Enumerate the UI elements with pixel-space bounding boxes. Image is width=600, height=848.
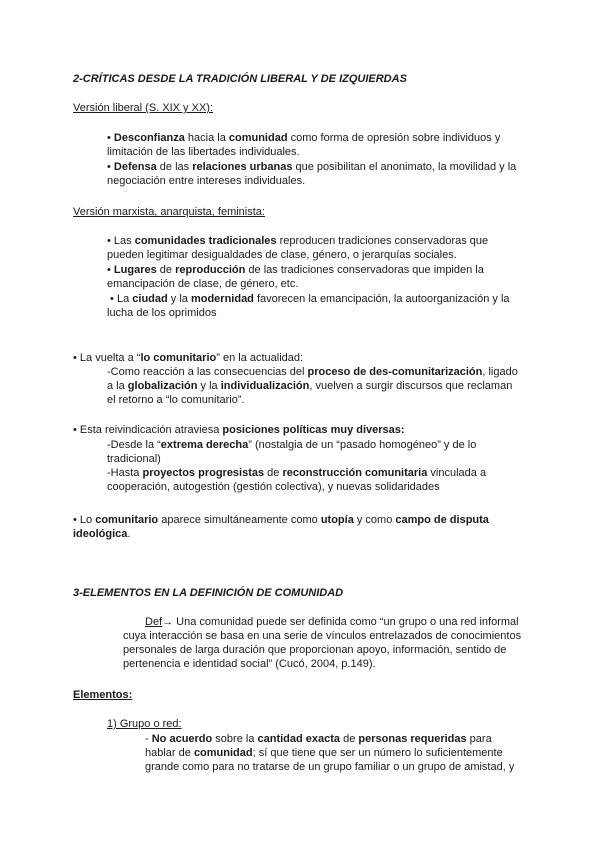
text: y la: [167, 293, 191, 305]
text-line: [145, 746, 514, 760]
text: ” (nostalgia de un “pasado homogéneo” y de lo: [248, 439, 477, 451]
bold-text: reproducción: [175, 264, 246, 276]
text: y como: [353, 514, 396, 526]
text: para: [466, 733, 492, 745]
bold-text: reconstrucción comunitaria: [282, 467, 428, 479]
disputa-bullet: [73, 513, 489, 541]
text-line: [107, 277, 484, 291]
text: pueden legitimar desigualdades de clase, género, o jerarquías sociales.: [107, 249, 457, 261]
text-line: [107, 306, 510, 320]
text: de las: [156, 161, 193, 173]
text: reproducen tradiciones conservadoras que: [276, 235, 489, 247]
text: favorecen la emancipación, la autoorganización y la: [253, 293, 510, 305]
text-line: cuya interacción se basa en una serie de vínculos entrelazados de conocimientos: [123, 630, 522, 642]
text-line: [107, 379, 518, 393]
bold-text: ciudad: [132, 293, 168, 305]
text: aparece simultáneamente como: [158, 514, 321, 526]
vuelta-sub: [107, 365, 518, 407]
text-line: personales de larga duración que proporcionan apoyo, información, sentido de: [123, 644, 507, 656]
bold-text: ideológica: [73, 528, 128, 540]
marxista-bullet-1: [107, 234, 488, 262]
bold-text: lo comunitario: [140, 352, 217, 364]
text: → Una comunidad puede ser definida como “un grupo o una red informal: [162, 616, 519, 628]
definition-label: Def: [145, 616, 163, 628]
bold-text: comunidad: [193, 747, 253, 759]
text-line: [107, 393, 518, 407]
reivindicacion-sub: [107, 438, 486, 494]
bold-text: extrema derecha: [160, 439, 249, 451]
bold-text: proceso de des-comunitarización: [307, 366, 483, 378]
text-line: [107, 160, 516, 174]
bold-text: Defensa: [113, 161, 157, 173]
marxista-heading: Versión marxista, anarquista, feminista:: [73, 206, 265, 218]
text-line: [107, 615, 521, 629]
marxista-bullet-3: [107, 292, 510, 320]
text: •: [107, 161, 114, 173]
bold-text: posiciones políticas muy diversas: [222, 424, 401, 436]
text: .: [127, 528, 131, 540]
text: negociación entre intereses individuales.: [107, 175, 306, 187]
reivindicacion-bullet: [73, 423, 405, 437]
text: de: [156, 264, 176, 276]
text-line: [107, 174, 516, 188]
text-line: [107, 480, 486, 494]
text: hablar de: [145, 747, 194, 759]
text: -: [145, 733, 152, 745]
text: emancipación de clase, de género, etc.: [107, 278, 299, 290]
text: cooperación, autogestión (gestión colectiva), y nuevas solidaridades: [107, 481, 440, 493]
text: limitación de las libertades individuales.: [107, 146, 300, 158]
text: -Desde la “: [107, 439, 161, 451]
text: lucha de los oprimidos: [107, 307, 217, 319]
text-line: [73, 513, 489, 527]
text-line: [107, 292, 510, 306]
text-line: [107, 438, 486, 452]
grupo-body: [145, 732, 514, 774]
text: -Como reacción a las consecuencias del: [107, 366, 308, 378]
definition-block: [107, 615, 521, 671]
text-line: [107, 131, 500, 145]
text: • La: [107, 293, 133, 305]
bold-text: personas requeridas: [358, 733, 467, 745]
text: grande como para no tratarse de un grupo familiar o un grupo de amistad, y: [145, 761, 515, 773]
text-line: [107, 263, 484, 277]
text: • La vuelta a “: [73, 352, 141, 364]
text: de: [264, 467, 283, 479]
liberal-bullet-1: [107, 131, 500, 159]
vuelta-bullet: [73, 351, 303, 365]
bold-text: globalización: [127, 380, 198, 392]
text: que posibilitan el anonimato, la movilidad y la: [292, 161, 517, 173]
text: hacia la: [184, 132, 229, 144]
elementos-heading: Elementos:: [73, 689, 133, 701]
text: • Las: [107, 235, 135, 247]
bold-text: Desconfianza: [113, 132, 185, 144]
text-line: [73, 351, 303, 365]
bold-text: Lugares: [113, 264, 157, 276]
text: el retorno a “lo comunitario”.: [107, 394, 245, 406]
text-line: [145, 760, 514, 774]
grupo-heading: 1) Grupo o red:: [107, 718, 182, 730]
text: • Lo: [73, 514, 96, 526]
bold-text: comunidades tradicionales: [134, 235, 277, 247]
bold-text: comunitario: [95, 514, 159, 526]
text: , vuelven a surgir discursos que reclaman: [309, 380, 513, 392]
section-3-title: 3-ELEMENTOS EN LA DEFINICIÓN DE COMUNIDAD: [73, 587, 344, 599]
text: ” en la actualidad:: [216, 352, 304, 364]
text: ; sí que tiene que ser un número lo suficientemente: [252, 747, 503, 759]
bold-text: individualización: [220, 380, 310, 392]
text: a la: [107, 380, 128, 392]
liberal-heading: Versión liberal (S. XIX y XX):: [73, 102, 213, 114]
text: • Esta reivindicación atraviesa: [73, 424, 223, 436]
text: y la: [197, 380, 221, 392]
bold-text: relaciones urbanas: [192, 161, 293, 173]
text: , ligado: [482, 366, 518, 378]
text-line: [107, 248, 488, 262]
text-line: [73, 527, 489, 541]
text: como forma de opresión sobre individuos y: [287, 132, 501, 144]
text: de: [340, 733, 359, 745]
bold-text: proyectos progresistas: [142, 467, 265, 479]
text: vinculada a: [427, 467, 487, 479]
bold-text: campo de disputa: [395, 514, 489, 526]
text: tradicional): [107, 453, 161, 465]
text-line: [73, 423, 405, 437]
text: •: [107, 264, 114, 276]
text-line: [107, 145, 500, 159]
bold-text: cantidad exacta: [257, 733, 341, 745]
text-line: [145, 732, 514, 746]
section-2-title: 2-CRÍTICAS DESDE LA TRADICIÓN LIBERAL Y DE IZQUIERDAS: [73, 73, 407, 85]
text: -Hasta: [107, 467, 143, 479]
text: sobre la: [212, 733, 258, 745]
bold-text: utopía: [320, 514, 354, 526]
text-line: [107, 234, 488, 248]
bold-text: :: [400, 424, 405, 436]
bold-text: comunidad: [228, 132, 288, 144]
liberal-bullet-2: [107, 160, 516, 188]
text-line: pertenencia e identidad social” (Cucó, 2004, p.149).: [123, 658, 376, 670]
bold-text: modernidad: [190, 293, 254, 305]
text-line: [107, 452, 486, 466]
marxista-bullet-2: [107, 263, 484, 291]
text: de las tradiciones conservadoras que impiden la: [245, 264, 484, 276]
text: •: [107, 132, 114, 144]
text-line: [107, 466, 486, 480]
bold-text: No acuerdo: [151, 733, 213, 745]
text-line: [107, 365, 518, 379]
